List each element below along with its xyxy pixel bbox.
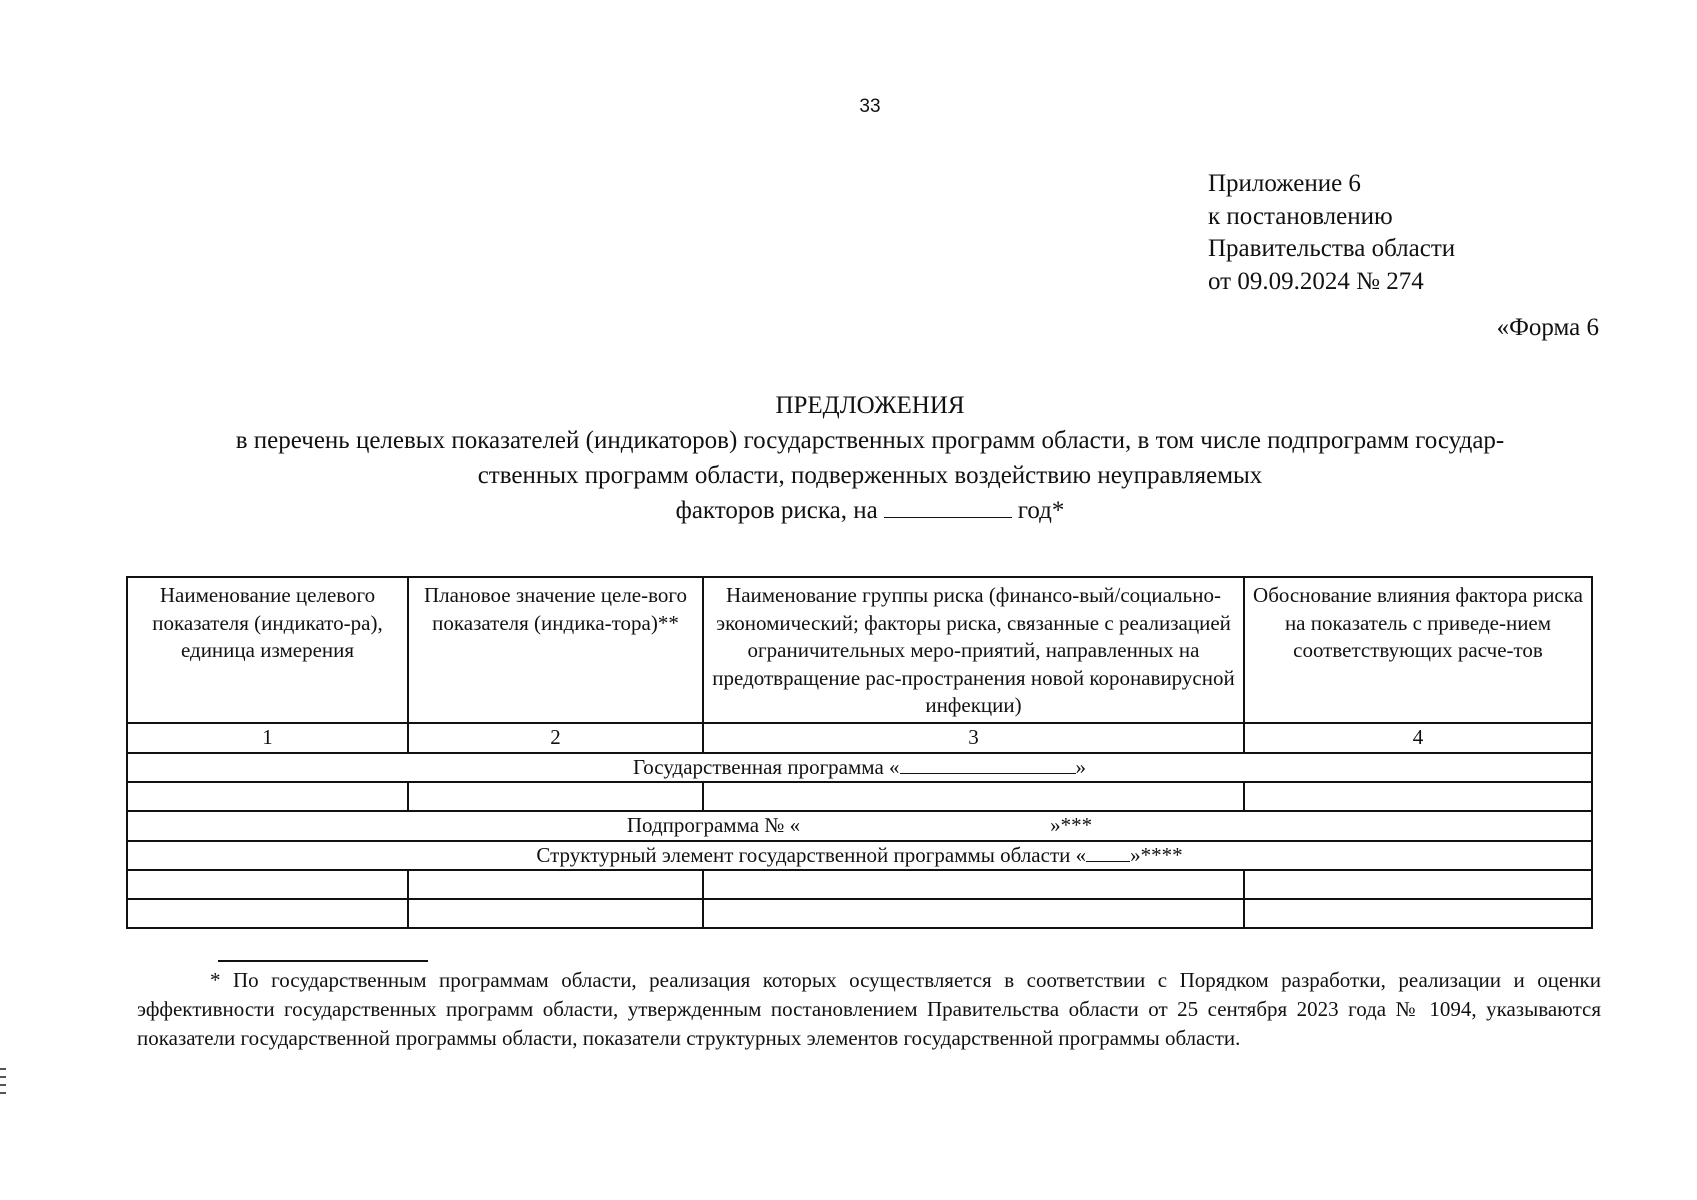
year-blank bbox=[884, 497, 1012, 518]
state-program-label: Государственная программа « bbox=[632, 754, 900, 779]
structural-element-blank bbox=[1086, 845, 1130, 862]
table-cell bbox=[408, 782, 703, 811]
table-header-row bbox=[127, 577, 1592, 723]
header-risk-group: Наименование группы риска (финансо-вый/социально-экономический; факторы риска, связанные с реализацией ограничительных меро-приятий, направленных на предотвращение рас-пространения новой коронавирусной инфекции) bbox=[703, 577, 1244, 723]
margin-mark bbox=[0, 1092, 6, 1094]
state-program-cell bbox=[127, 753, 1592, 783]
table-cell bbox=[703, 782, 1244, 811]
appendix-line-2: к постановлению bbox=[1208, 202, 1393, 230]
header-justification: Обоснование влияния фактора риска на показатель с приведе-нием соответствующих расче-тов bbox=[1244, 577, 1592, 723]
structural-element-label: Структурный элемент государственной программы области « bbox=[536, 842, 1087, 867]
appendix-line-1: Приложение 6 bbox=[1208, 170, 1361, 197]
margin-mark bbox=[0, 1068, 6, 1070]
proposals-table bbox=[126, 576, 1593, 929]
form-label: «Форма 6 bbox=[1496, 314, 1599, 341]
table-cell bbox=[1244, 870, 1592, 899]
subprogram-close: »*** bbox=[1050, 813, 1093, 838]
table-cell bbox=[127, 870, 408, 899]
document-title bbox=[150, 388, 1590, 528]
appendix-block bbox=[1208, 168, 1455, 298]
footnote: * По государственным программам области, реализация которых осуществляется в соответствии с Порядком разработки, реализации и оценки эффективности государственных программ области, утвержденным постановлением Правительства области от 25 сентября 2023 года № 1094, указываются показатели государственной программы области, показатели структурных элементов государственной программы области. bbox=[137, 968, 1601, 1050]
table-cell bbox=[127, 899, 408, 928]
table-cell bbox=[1244, 899, 1592, 928]
title-line-3-before: факторов риска, на bbox=[675, 497, 878, 524]
column-number: 4 bbox=[1244, 723, 1592, 753]
table-cell bbox=[1244, 782, 1592, 811]
table-cell bbox=[408, 870, 703, 899]
title-line-3 bbox=[150, 493, 1590, 528]
title-heading: ПРЕДЛОЖЕНИЯ bbox=[775, 392, 965, 419]
structural-element-close: »**** bbox=[1130, 842, 1183, 867]
structural-element-cell bbox=[127, 841, 1592, 871]
subprogram-cell bbox=[127, 811, 1592, 841]
table-cell bbox=[127, 782, 408, 811]
column-numbers-row bbox=[127, 723, 1592, 753]
table-cell bbox=[703, 899, 1244, 928]
table-row bbox=[127, 782, 1592, 811]
table-cell bbox=[703, 870, 1244, 899]
subprogram-label: Подпрограмма № « bbox=[626, 813, 801, 838]
column-number: 2 bbox=[408, 723, 703, 753]
title-line-1: в перечень целевых показателей (индикаторов) государственных программ области, в том числе подпрограмм государ- bbox=[235, 427, 1505, 454]
margin-marks bbox=[0, 1068, 8, 1100]
state-program-row bbox=[127, 753, 1592, 783]
table-cell bbox=[408, 899, 703, 928]
title-line-3-after: год* bbox=[1017, 497, 1065, 524]
table-row bbox=[127, 870, 1592, 899]
column-number: 3 bbox=[703, 723, 1244, 753]
column-number: 1 bbox=[127, 723, 408, 753]
title-line-2: ственных программ области, подверженных воздействию неуправляемых bbox=[477, 462, 1263, 489]
state-program-close: » bbox=[1075, 754, 1087, 779]
footnote-separator bbox=[218, 960, 428, 962]
margin-mark bbox=[0, 1076, 6, 1078]
state-program-blank bbox=[900, 757, 1076, 774]
header-planned-value: Плановое значение целе-вого показателя (индика-тора)** bbox=[408, 577, 703, 723]
appendix-line-3: Правительства области bbox=[1208, 235, 1456, 262]
appendix-line-4: от 09.09.2024 № 274 bbox=[1208, 267, 1424, 295]
structural-element-row bbox=[127, 841, 1592, 871]
header-indicator-name: Наименование целевого показателя (индикато-ра), единица измерения bbox=[127, 577, 408, 723]
table-row bbox=[127, 899, 1592, 928]
subprogram-row bbox=[127, 811, 1592, 841]
page-number: 33 bbox=[859, 96, 881, 117]
margin-mark bbox=[0, 1084, 6, 1086]
